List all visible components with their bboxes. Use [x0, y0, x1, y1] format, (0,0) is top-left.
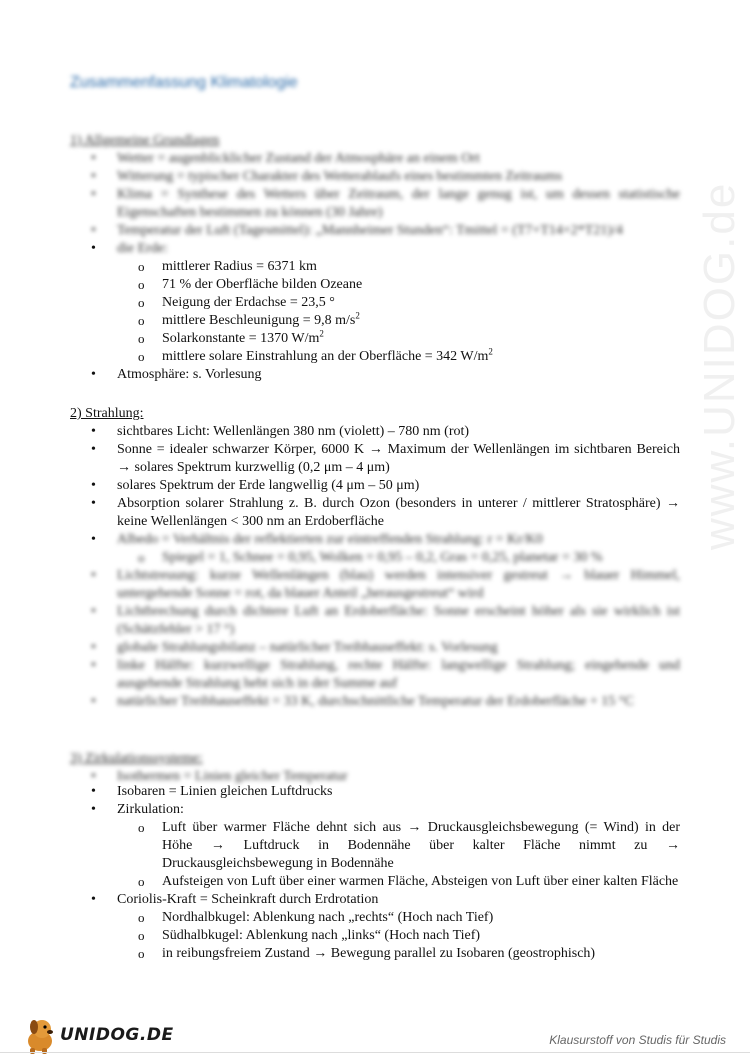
section-heading: 1) Allgemeine Grundlagen — [70, 133, 220, 148]
list-item: • Witterung = typischer Charakter des Wetterablaufs eines bestimmten Zeitraums — [70, 168, 680, 186]
sub-list-item: o mittlerer Radius = 6371 km — [70, 258, 680, 276]
list-item: • Klima = Synthese des Wetters über Zeitraum, der lange genug ist, um dessen statistische Eigenschaften bestimmen zu können (30 Jahre) — [70, 186, 680, 222]
section-strahlung — [70, 405, 680, 711]
sub-list-item: o Nordhalbkugel: Ablenkung nach „rechts“ (Hoch nach Tief) — [70, 909, 680, 927]
sub-list-item — [70, 312, 680, 330]
sub-list-item: o Neigung der Erdachse = 23,5 ° — [70, 294, 680, 312]
footer-tagline: Klausurstoff von Studis für Studis — [549, 1033, 726, 1047]
dog-mascot-icon — [22, 1015, 60, 1055]
section-zirkulationssysteme — [70, 750, 680, 963]
sub-list-text: mittlere solare Einstrahlung an der Oberfläche = 342 W/m — [162, 349, 489, 364]
section-heading: 3) Zirkulationssysteme: — [70, 751, 203, 766]
unidog-logo — [22, 1015, 182, 1055]
list-item: • Temperatur der Luft (Tagesmittel): „Mannheimer Stunden“: Tmittel = (T7+T14+2*T21)/4 — [70, 222, 680, 240]
sub-list-item: o Spiegel = 1, Schnee = 0,95, Wolken = 0,95 – 0,2, Gras = 0,25, planetar = 30 % — [70, 549, 680, 567]
logo-text: UNIDOG.DE — [60, 1025, 174, 1045]
list-item: • linke Hälfte: kurzwellige Strahlung, rechte Hälfte: langwellige Strahlung; eingehende und ausgehende Strahlung hebt sich in der Summe auf — [70, 657, 680, 693]
sub-list-item: o in reibungsfreiem Zustand → Bewegung parallel zu Isobaren (geostrophisch) — [70, 945, 680, 963]
list-item — [70, 240, 680, 366]
list-item: • Atmosphäre: s. Vorlesung — [70, 366, 680, 384]
list-item: • natürlicher Treibhauseffekt = 33 K, durchschnittliche Temperatur der Erdoberfläche + 15 °C — [70, 693, 680, 711]
list-item: • Wetter = augenblicklicher Zustand der Atmosphäre an einem Ort — [70, 150, 680, 168]
superscript: 2 — [488, 346, 493, 357]
list-item: • Isobaren = Linien gleichen Luftdrucks — [70, 783, 680, 801]
sub-list-text: mittlere Beschleunigung = 9,8 m/s — [162, 313, 356, 328]
list-item: • Sonne = idealer schwarzer Körper, 6000 K → Maximum der Wellenlängen im sichtbaren Bereich → solares Spektrum kurzwellig (0,2 μm – 4 μm) — [70, 441, 680, 477]
page-title: Zusammenfassung Klimatologie — [70, 74, 298, 91]
list-item: • sichtbares Licht: Wellenlängen 380 nm (violett) – 780 nm (rot) — [70, 423, 680, 441]
list-item: • Isothermen = Linien gleicher Temperatur — [70, 768, 680, 786]
list-item — [70, 531, 680, 567]
list-item-label: die Erde: — [117, 241, 168, 256]
list-item: • Lichtstreuung: kurze Wellenlängen (blau) werden intensiver gestreut → blauer Himmel, untergehende Sonne = rot, da blauer Anteil „herausgestreut“ wird — [70, 567, 680, 603]
section-allgemeine-grundlagen — [70, 132, 680, 384]
watermark: www.UNIDOG.de — [695, 181, 744, 550]
sub-list-item: o Südhalbkugel: Ablenkung nach „links“ (Hoch nach Tief) — [70, 927, 680, 945]
superscript: 2 — [319, 328, 324, 339]
list-item: • Lichtbrechung durch dichtere Luft an Erdoberfläche: Sonne erscheint höher als sie wirklich ist (Schätzfehler > 17 °) — [70, 603, 680, 639]
list-item — [70, 891, 680, 963]
footer-divider — [0, 1052, 750, 1053]
list-item-label: Albedo = Verhältnis der reflektierten zur eintreffenden Strahlung: r = Kr/K0 — [117, 532, 543, 547]
sub-list-item: o Luft über warmer Fläche dehnt sich aus → Druckausgleichsbewegung (= Wind) in der Höhe → Luftdruck in Bodennähe über kalter Fläche nimmt zu → Druckausgleichsbewegung in Bodennähe — [70, 819, 680, 873]
list-item-label: Zirkulation: — [117, 802, 184, 817]
list-item-label: Coriolis-Kraft = Scheinkraft durch Erdrotation — [117, 892, 379, 907]
sub-list-text: Solarkonstante = 1370 W/m — [162, 331, 320, 346]
superscript: 2 — [355, 310, 360, 321]
list-item: • solares Spektrum der Erde langwellig (4 μm – 50 μm) — [70, 477, 680, 495]
list-item: • Absorption solarer Strahlung z. B. durch Ozon (besonders in unterer / mittlerer Stratosphäre) → keine Wellenlängen < 300 nm an Erdoberfläche — [70, 495, 680, 531]
sub-list-item: o Aufsteigen von Luft über einer warmen Fläche, Absteigen von Luft über einer kalten Fläche — [70, 873, 680, 891]
sub-list-item — [70, 348, 680, 366]
sub-list-item: o 71 % der Oberfläche bilden Ozeane — [70, 276, 680, 294]
list-item: • globale Strahlungsbilanz – natürlicher Treibhauseffekt: s. Vorlesung — [70, 639, 680, 657]
list-item — [70, 801, 680, 891]
sub-list-item — [70, 330, 680, 348]
section-heading: 2) Strahlung: — [70, 406, 144, 421]
